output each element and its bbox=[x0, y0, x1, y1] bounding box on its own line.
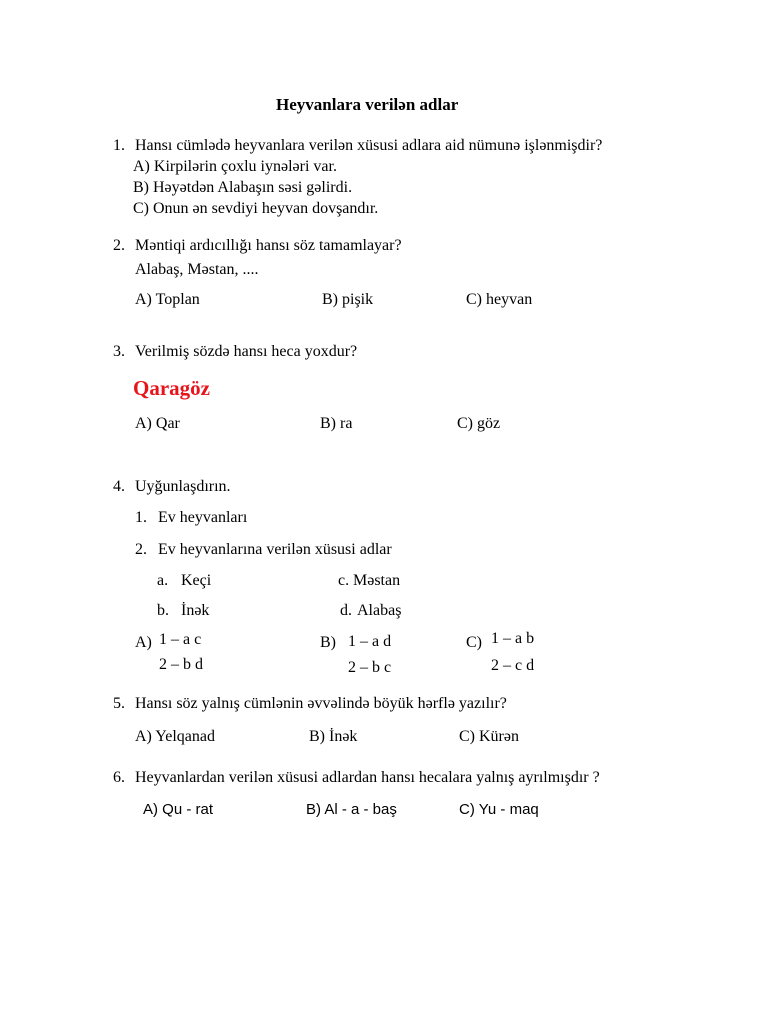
question-4-item-1-text: Ev heyvanları bbox=[158, 509, 248, 526]
match-word-a: Keçi bbox=[181, 572, 212, 589]
question-6-text: Heyvanlardan verilən xüsusi adlardan hansı hecalara yalnış ayrılmışdır ? bbox=[135, 769, 600, 786]
question-4-option-a-label: A) bbox=[135, 634, 152, 651]
question-4-option-a-line2: 2 – b d bbox=[159, 656, 203, 673]
question-4-option-b-line1: 1 – a d bbox=[348, 633, 392, 650]
question-6-option-b: B) Al - a - baş bbox=[306, 801, 397, 818]
match-word-b: İnək bbox=[181, 602, 210, 619]
match-word-letter-a: a. bbox=[157, 572, 169, 589]
question-3-option-a: A) Qar bbox=[135, 415, 180, 432]
question-1-text: Hansı cümlədə heyvanlara verilən xüsusi adlara aid nümunə işlənmişdir? bbox=[135, 137, 603, 154]
question-4-item-2-number: 2. bbox=[135, 541, 147, 558]
question-4-option-b-line2: 2 – b c bbox=[348, 659, 392, 676]
match-word-letter-c: c. bbox=[338, 572, 350, 589]
question-2-option-b: B) pişik bbox=[322, 291, 374, 308]
question-4-text: Uyğunlaşdırın. bbox=[135, 478, 231, 495]
question-3-option-b: B) ra bbox=[320, 415, 353, 432]
question-1-number: 1. bbox=[113, 137, 125, 154]
question-1-option-b: B) Həyətdən Alabaşın səsi gəlirdi. bbox=[133, 179, 353, 196]
question-3-number: 3. bbox=[113, 343, 125, 360]
question-2-text: Məntiqi ardıcıllığı hansı söz tamamlayar? bbox=[135, 237, 402, 254]
question-2-number: 2. bbox=[113, 237, 125, 254]
question-4-option-c-line1: 1 – a b bbox=[491, 630, 535, 647]
question-3-option-c: C) göz bbox=[457, 415, 501, 432]
match-word-d: Alabaş bbox=[357, 602, 402, 619]
match-word-c: Məstan bbox=[353, 572, 401, 589]
question-6-number: 6. bbox=[113, 769, 125, 786]
page-title: Heyvanlara verilən adlar bbox=[276, 95, 459, 114]
question-5-text: Hansı söz yalnış cümlənin əvvəlində böyük hərflə yazılır? bbox=[135, 695, 507, 712]
question-1-option-c: C) Onun ən sevdiyi heyvan dovşandır. bbox=[133, 200, 379, 217]
question-3-word: Qaragöz bbox=[133, 376, 210, 400]
question-5-number: 5. bbox=[113, 695, 125, 712]
question-2-option-c: C) heyvan bbox=[466, 291, 533, 308]
question-5-option-a: A) Yelqanad bbox=[135, 728, 215, 745]
question-2-sequence: Alabaş, Məstan, .... bbox=[135, 261, 259, 278]
question-4-option-c-line2: 2 – c d bbox=[491, 657, 535, 674]
match-word-letter-b: b. bbox=[157, 602, 169, 619]
question-4-option-c-label: C) bbox=[466, 634, 482, 651]
question-6-option-c: C) Yu - maq bbox=[459, 801, 539, 818]
question-4-item-2-text: Ev heyvanlarına verilən xüsusi adlar bbox=[158, 541, 392, 558]
question-3-text: Verilmiş sözdə hansı heca yoxdur? bbox=[135, 343, 358, 360]
question-4-option-b-label: B) bbox=[320, 634, 336, 651]
question-4-option-a-line1: 1 – a c bbox=[159, 631, 202, 648]
match-word-letter-d: d. bbox=[340, 602, 352, 619]
question-5-option-b: B) İnək bbox=[309, 728, 358, 745]
question-6-option-a: A) Qu - rat bbox=[143, 801, 214, 818]
question-4-item-1-number: 1. bbox=[135, 509, 147, 526]
question-5-option-c: C) Kürən bbox=[459, 728, 519, 745]
question-1-option-a: A) Kirpilərin çoxlu iynələri var. bbox=[133, 158, 337, 175]
question-4-number: 4. bbox=[113, 478, 125, 495]
question-2-option-a: A) Toplan bbox=[135, 291, 200, 308]
